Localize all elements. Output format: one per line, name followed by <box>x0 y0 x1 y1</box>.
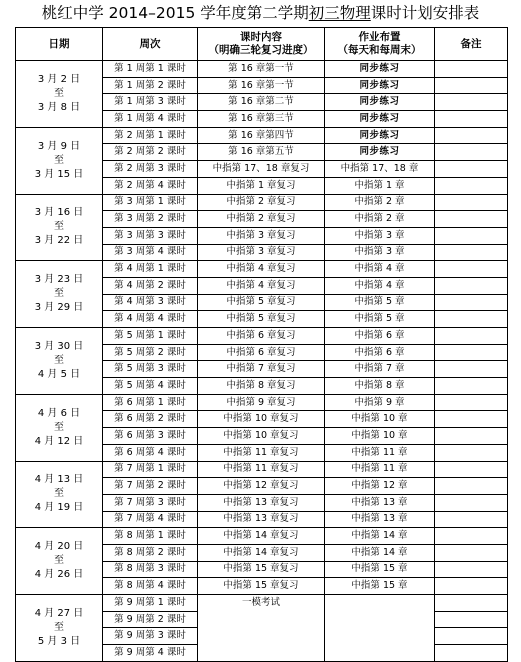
content-cell: 中指第 9 章复习 <box>198 394 325 411</box>
content-cell: 中指第 6 章复习 <box>198 328 325 345</box>
content-cell: 中指第 7 章复习 <box>198 361 325 378</box>
week-date-cell <box>16 394 103 461</box>
period-cell: 第 1 周第 4 课时 <box>103 111 198 128</box>
period-cell: 第 6 周第 3 课时 <box>103 428 198 445</box>
content-cell: 中指第 8 章复习 <box>198 378 325 395</box>
homework-cell: 中指第 5 章 <box>325 294 435 311</box>
header-row <box>16 28 508 61</box>
date-line: 4 月 19 日 <box>34 502 84 514</box>
date-line: 至 <box>54 154 64 166</box>
period-cell: 第 3 周第 4 课时 <box>103 244 198 261</box>
table-row <box>16 61 508 78</box>
date-line: 至 <box>54 354 64 366</box>
remarks-cell <box>435 328 508 345</box>
table-row <box>16 127 508 144</box>
content-cell: 中指第 2 章复习 <box>198 211 325 228</box>
date-line: 至 <box>54 421 64 433</box>
content-cell: 中指第 5 章复习 <box>198 294 325 311</box>
content-cell: 中指第 10 章复习 <box>198 428 325 445</box>
remarks-cell <box>435 61 508 78</box>
remarks-cell <box>435 511 508 528</box>
remarks-cell <box>435 94 508 111</box>
content-cell: 中指第 17、18 章复习 <box>198 161 325 178</box>
homework-cell: 中指第 11 章 <box>325 461 435 478</box>
remarks-cell <box>435 211 508 228</box>
content-cell: 中指第 14 章复习 <box>198 544 325 561</box>
homework-cell: 同步练习 <box>325 77 435 94</box>
homework-cell: 中指第 13 章 <box>325 494 435 511</box>
period-cell: 第 5 周第 3 课时 <box>103 361 198 378</box>
content-cell: 中指第 11 章复习 <box>198 444 325 461</box>
date-line: 3 月 22 日 <box>34 235 84 247</box>
period-cell: 第 4 周第 3 课时 <box>103 294 198 311</box>
date-line: 3 月 16 日 <box>34 207 84 219</box>
homework-cell <box>325 595 435 662</box>
homework-cell: 中指第 15 章 <box>325 561 435 578</box>
remarks-cell <box>435 394 508 411</box>
date-line: 至 <box>54 621 64 633</box>
homework-cell: 中指第 10 章 <box>325 411 435 428</box>
content-cell: 中指第 6 章复习 <box>198 344 325 361</box>
date-line: 3 月 29 日 <box>34 302 84 314</box>
week-date-cell <box>16 61 103 128</box>
remarks-cell <box>435 77 508 94</box>
remarks-cell <box>435 544 508 561</box>
week-date-cell <box>16 328 103 395</box>
homework-cell: 中指第 11 章 <box>325 444 435 461</box>
homework-cell: 中指第 14 章 <box>325 544 435 561</box>
header-homework-line2: （每天和每周末） <box>337 44 422 56</box>
week-date-cell <box>16 194 103 261</box>
header-homework <box>325 28 435 61</box>
period-cell: 第 7 周第 3 课时 <box>103 494 198 511</box>
content-cell: 中指第 4 章复习 <box>198 277 325 294</box>
date-line: 4 月 20 日 <box>34 541 84 553</box>
content-cell: 中指第 15 章复习 <box>198 578 325 595</box>
content-cell: 中指第 15 章复习 <box>198 561 325 578</box>
period-cell: 第 6 周第 1 课时 <box>103 394 198 411</box>
homework-cell: 中指第 2 章 <box>325 194 435 211</box>
period-cell: 第 7 周第 2 课时 <box>103 478 198 495</box>
remarks-cell <box>435 161 508 178</box>
header-homework-line1: 作业布置 <box>358 31 401 43</box>
homework-cell: 中指第 1 章 <box>325 177 435 194</box>
period-cell: 第 4 周第 4 课时 <box>103 311 198 328</box>
remarks-cell <box>435 294 508 311</box>
header-content-line1: 课时内容 <box>240 31 282 43</box>
date-line: 3 月 8 日 <box>37 101 81 113</box>
period-cell: 第 8 周第 4 课时 <box>103 578 198 595</box>
content-cell: 中指第 1 章复习 <box>198 177 325 194</box>
remarks-cell <box>435 578 508 595</box>
content-cell: 中指第 13 章复习 <box>198 494 325 511</box>
remarks-cell <box>435 561 508 578</box>
remarks-cell <box>435 311 508 328</box>
period-cell: 第 8 周第 2 课时 <box>103 544 198 561</box>
remarks-cell <box>435 244 508 261</box>
week-date-cell <box>16 127 103 194</box>
date-line: 4 月 13 日 <box>34 474 84 486</box>
period-cell: 第 2 周第 1 课时 <box>103 127 198 144</box>
title-subject: 初三物理 <box>308 4 371 22</box>
date-line: 4 月 6 日 <box>37 407 81 419</box>
homework-cell: 中指第 3 章 <box>325 227 435 244</box>
content-cell: 第 16 章第五节 <box>198 144 325 161</box>
homework-cell: 同步练习 <box>325 144 435 161</box>
period-cell: 第 9 周第 4 课时 <box>103 645 198 662</box>
period-cell: 第 5 周第 4 课时 <box>103 378 198 395</box>
period-cell: 第 2 周第 4 课时 <box>103 177 198 194</box>
period-cell: 第 5 周第 1 课时 <box>103 328 198 345</box>
header-content <box>198 28 325 61</box>
content-cell: 中指第 3 章复习 <box>198 244 325 261</box>
exam-cell: 一模考试 <box>198 595 325 662</box>
remarks-cell <box>435 111 508 128</box>
remarks-cell <box>435 595 508 612</box>
homework-cell: 中指第 4 章 <box>325 261 435 278</box>
homework-cell: 中指第 17、18 章 <box>325 161 435 178</box>
period-cell: 第 9 周第 1 课时 <box>103 595 198 612</box>
content-cell: 中指第 11 章复习 <box>198 461 325 478</box>
header-period: 周次 <box>103 28 198 61</box>
period-cell: 第 8 周第 1 课时 <box>103 528 198 545</box>
schedule-table <box>15 27 508 662</box>
remarks-cell <box>435 461 508 478</box>
remarks-cell <box>435 428 508 445</box>
homework-cell: 中指第 5 章 <box>325 311 435 328</box>
remarks-cell <box>435 194 508 211</box>
remarks-cell <box>435 261 508 278</box>
date-line: 4 月 5 日 <box>37 368 81 380</box>
remarks-cell <box>435 344 508 361</box>
period-cell: 第 3 周第 2 课时 <box>103 211 198 228</box>
homework-cell: 同步练习 <box>325 127 435 144</box>
period-cell: 第 7 周第 1 课时 <box>103 461 198 478</box>
remarks-cell <box>435 411 508 428</box>
content-cell: 中指第 10 章复习 <box>198 411 325 428</box>
table-row <box>16 328 508 345</box>
header-date: 日期 <box>16 28 103 61</box>
date-line: 至 <box>54 87 64 99</box>
date-line: 4 月 12 日 <box>34 435 84 447</box>
homework-cell: 同步练习 <box>325 94 435 111</box>
date-line: 5 月 3 日 <box>37 635 81 647</box>
date-line: 4 月 26 日 <box>34 569 84 581</box>
remarks-cell <box>435 177 508 194</box>
date-line: 至 <box>54 288 64 300</box>
date-line: 至 <box>54 555 64 567</box>
homework-cell: 中指第 8 章 <box>325 378 435 395</box>
header-content-line2: （明确三轮复习进度） <box>208 44 314 56</box>
date-line: 3 月 15 日 <box>34 168 84 180</box>
homework-cell: 中指第 10 章 <box>325 428 435 445</box>
content-cell: 第 16 章第二节 <box>198 94 325 111</box>
content-cell: 第 16 章第一节 <box>198 61 325 78</box>
content-cell: 中指第 5 章复习 <box>198 311 325 328</box>
table-row <box>16 261 508 278</box>
period-cell: 第 4 周第 2 课时 <box>103 277 198 294</box>
homework-cell: 中指第 2 章 <box>325 211 435 228</box>
period-cell: 第 3 周第 1 课时 <box>103 194 198 211</box>
content-cell: 中指第 4 章复习 <box>198 261 325 278</box>
homework-cell: 中指第 15 章 <box>325 578 435 595</box>
title-suffix: 课时计划安排表 <box>370 4 480 22</box>
date-line: 3 月 30 日 <box>34 340 84 352</box>
homework-cell: 中指第 4 章 <box>325 277 435 294</box>
table-row <box>16 528 508 545</box>
homework-cell: 同步练习 <box>325 111 435 128</box>
content-cell: 第 16 章第四节 <box>198 127 325 144</box>
period-cell: 第 6 周第 4 课时 <box>103 444 198 461</box>
homework-cell: 中指第 14 章 <box>325 528 435 545</box>
content-cell: 中指第 2 章复习 <box>198 194 325 211</box>
homework-cell: 中指第 6 章 <box>325 328 435 345</box>
content-cell: 中指第 14 章复习 <box>198 528 325 545</box>
date-line: 至 <box>54 221 64 233</box>
homework-cell: 中指第 9 章 <box>325 394 435 411</box>
period-cell: 第 9 周第 2 课时 <box>103 611 198 628</box>
remarks-cell <box>435 361 508 378</box>
table-row <box>16 461 508 478</box>
period-cell: 第 6 周第 2 课时 <box>103 411 198 428</box>
remarks-cell <box>435 494 508 511</box>
homework-cell: 同步练习 <box>325 61 435 78</box>
homework-cell: 中指第 13 章 <box>325 511 435 528</box>
remarks-cell <box>435 478 508 495</box>
remarks-cell <box>435 127 508 144</box>
remarks-cell <box>435 628 508 645</box>
content-cell: 中指第 13 章复习 <box>198 511 325 528</box>
week-date-cell <box>16 261 103 328</box>
header-remarks: 备注 <box>435 28 508 61</box>
period-cell: 第 1 周第 1 课时 <box>103 61 198 78</box>
remarks-cell <box>435 611 508 628</box>
content-cell: 中指第 12 章复习 <box>198 478 325 495</box>
period-cell: 第 5 周第 2 课时 <box>103 344 198 361</box>
content-cell: 第 16 章第三节 <box>198 111 325 128</box>
table-row <box>16 194 508 211</box>
title-prefix: 桃红中学 2014–2015 学年度第二学期 <box>41 4 309 22</box>
date-line: 3 月 2 日 <box>37 73 81 85</box>
period-cell: 第 2 周第 3 课时 <box>103 161 198 178</box>
period-cell: 第 8 周第 3 课时 <box>103 561 198 578</box>
date-line: 4 月 27 日 <box>34 607 84 619</box>
period-cell: 第 2 周第 2 课时 <box>103 144 198 161</box>
period-cell: 第 4 周第 1 课时 <box>103 261 198 278</box>
remarks-cell <box>435 144 508 161</box>
week-date-cell <box>16 461 103 528</box>
week-date-cell <box>16 528 103 595</box>
homework-cell: 中指第 12 章 <box>325 478 435 495</box>
date-line: 至 <box>54 488 64 500</box>
table-row <box>16 595 508 612</box>
remarks-cell <box>435 227 508 244</box>
homework-cell: 中指第 3 章 <box>325 244 435 261</box>
period-cell: 第 7 周第 4 课时 <box>103 511 198 528</box>
remarks-cell <box>435 528 508 545</box>
remarks-cell <box>435 378 508 395</box>
week-date-cell <box>16 595 103 662</box>
period-cell: 第 1 周第 3 课时 <box>103 94 198 111</box>
content-cell: 第 16 章第一节 <box>198 77 325 94</box>
period-cell: 第 3 周第 3 课时 <box>103 227 198 244</box>
table-row <box>16 394 508 411</box>
content-cell: 中指第 3 章复习 <box>198 227 325 244</box>
page-title <box>0 2 521 24</box>
date-line: 3 月 23 日 <box>34 274 84 286</box>
period-cell: 第 9 周第 3 课时 <box>103 628 198 645</box>
remarks-cell <box>435 277 508 294</box>
date-line: 3 月 9 日 <box>37 140 81 152</box>
period-cell: 第 1 周第 2 课时 <box>103 77 198 94</box>
remarks-cell <box>435 444 508 461</box>
homework-cell: 中指第 7 章 <box>325 361 435 378</box>
schedule-body <box>16 61 508 662</box>
homework-cell: 中指第 6 章 <box>325 344 435 361</box>
remarks-cell <box>435 645 508 662</box>
